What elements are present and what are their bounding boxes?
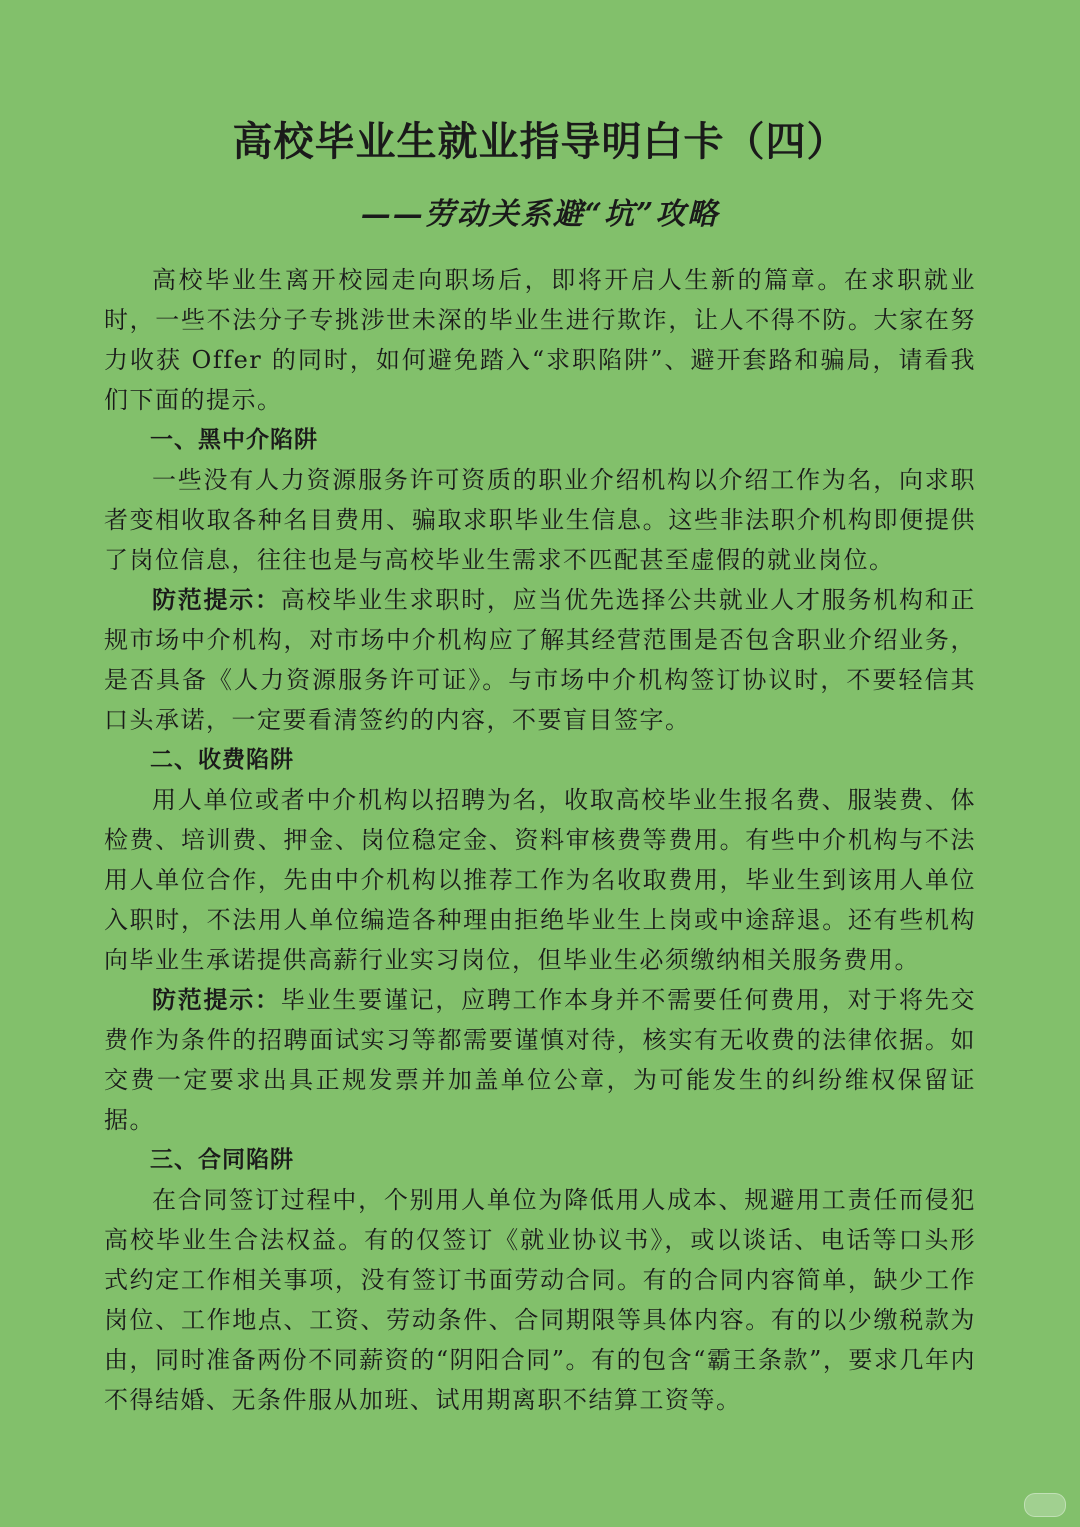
- document-title: 高校毕业生就业指导明白卡（四）: [232, 118, 848, 165]
- intro-paragraph: 高校毕业生离开校园走向职场后，即将开启人生新的篇章。在求职就业时，一些不法分子专挑涉世未深的毕业生进行欺诈，让人不得不防。大家在努力收获 Offer 的同时，如何避免踏入“求职陷阱”、避开套路和骗局，请看我们下面的提示。: [104, 266, 976, 414]
- section-heading-agency: 一、黑中介陷阱: [150, 427, 318, 453]
- section-heading-fees: 二、收费陷阱: [150, 747, 294, 773]
- document-subtitle: ——劳动关系避“坑”攻略: [360, 197, 720, 232]
- tip-label: 防范提示：: [152, 985, 281, 1014]
- section-body-fees: 用人单位或者中介机构以招聘为名，收取高校毕业生报名费、服装费、体检费、培训费、押金、岗位稳定金、资料审核费等费用。有些中介机构与不法用人单位合作，先由中介机构以推荐工作为名收取费用，毕业生到该用人单位入职时，不法用人单位编造各种理由拒绝毕业生上岗或中途辞退。还有些机构向毕业生承诺提供高薪行业实习岗位，但毕业生必须缴纳相关服务费用。: [104, 786, 976, 974]
- tip-text: 高校毕业生求职时，应当优先选择公共就业人才服务机构和正规市场中介机构，对市场中介机构应了解其经营范围是否包含职业介绍业务，是否具备《人力资源服务许可证》。与市场中介机构签订协议时，不要轻信其口头承诺，一定要看清签约的内容，不要盲目签字。: [104, 586, 977, 734]
- tip-text: 毕业生要谨记，应聘工作本身并不需要任何费用，对于将先交费作为条件的招聘面试实习等都需要谨慎对待，核实有无收费的法律依据。如交费一定要求出具正规发票并加盖单位公章，为可能发生的纠纷维权保留证据。: [104, 986, 977, 1134]
- tip-paragraph-fees: [104, 980, 976, 1140]
- watermark-badge: [1024, 1493, 1066, 1517]
- tip-label: 防范提示：: [152, 585, 281, 614]
- section-body-agency: 一些没有人力资源服务许可资质的职业介绍机构以介绍工作为名，向求职者变相收取各种名目费用、骗取求职毕业生信息。这些非法职介机构即便提供了岗位信息，往往也是与高校毕业生需求不匹配甚至虚假的就业岗位。: [104, 466, 976, 574]
- section-heading-contract: 三、合同陷阱: [150, 1147, 294, 1173]
- tip-paragraph-agency: [104, 580, 976, 740]
- section-body-contract: 在合同签订过程中，个别用人单位为降低用人成本、规避用工责任而侵犯高校毕业生合法权益。有的仅签订《就业协议书》，或以谈话、电话等口头形式约定工作相关事项，没有签订书面劳动合同。有的合同内容简单，缺少工作岗位、工作地点、工资、劳动条件、合同期限等具体内容。有的以少缴税款为由，同时准备两份不同薪资的“阴阳合同”。有的包含“霸王条款”，要求几年内不得结婚、无条件服从加班、试用期离职不结算工资等。: [104, 1186, 976, 1414]
- document-body: [104, 260, 976, 1420]
